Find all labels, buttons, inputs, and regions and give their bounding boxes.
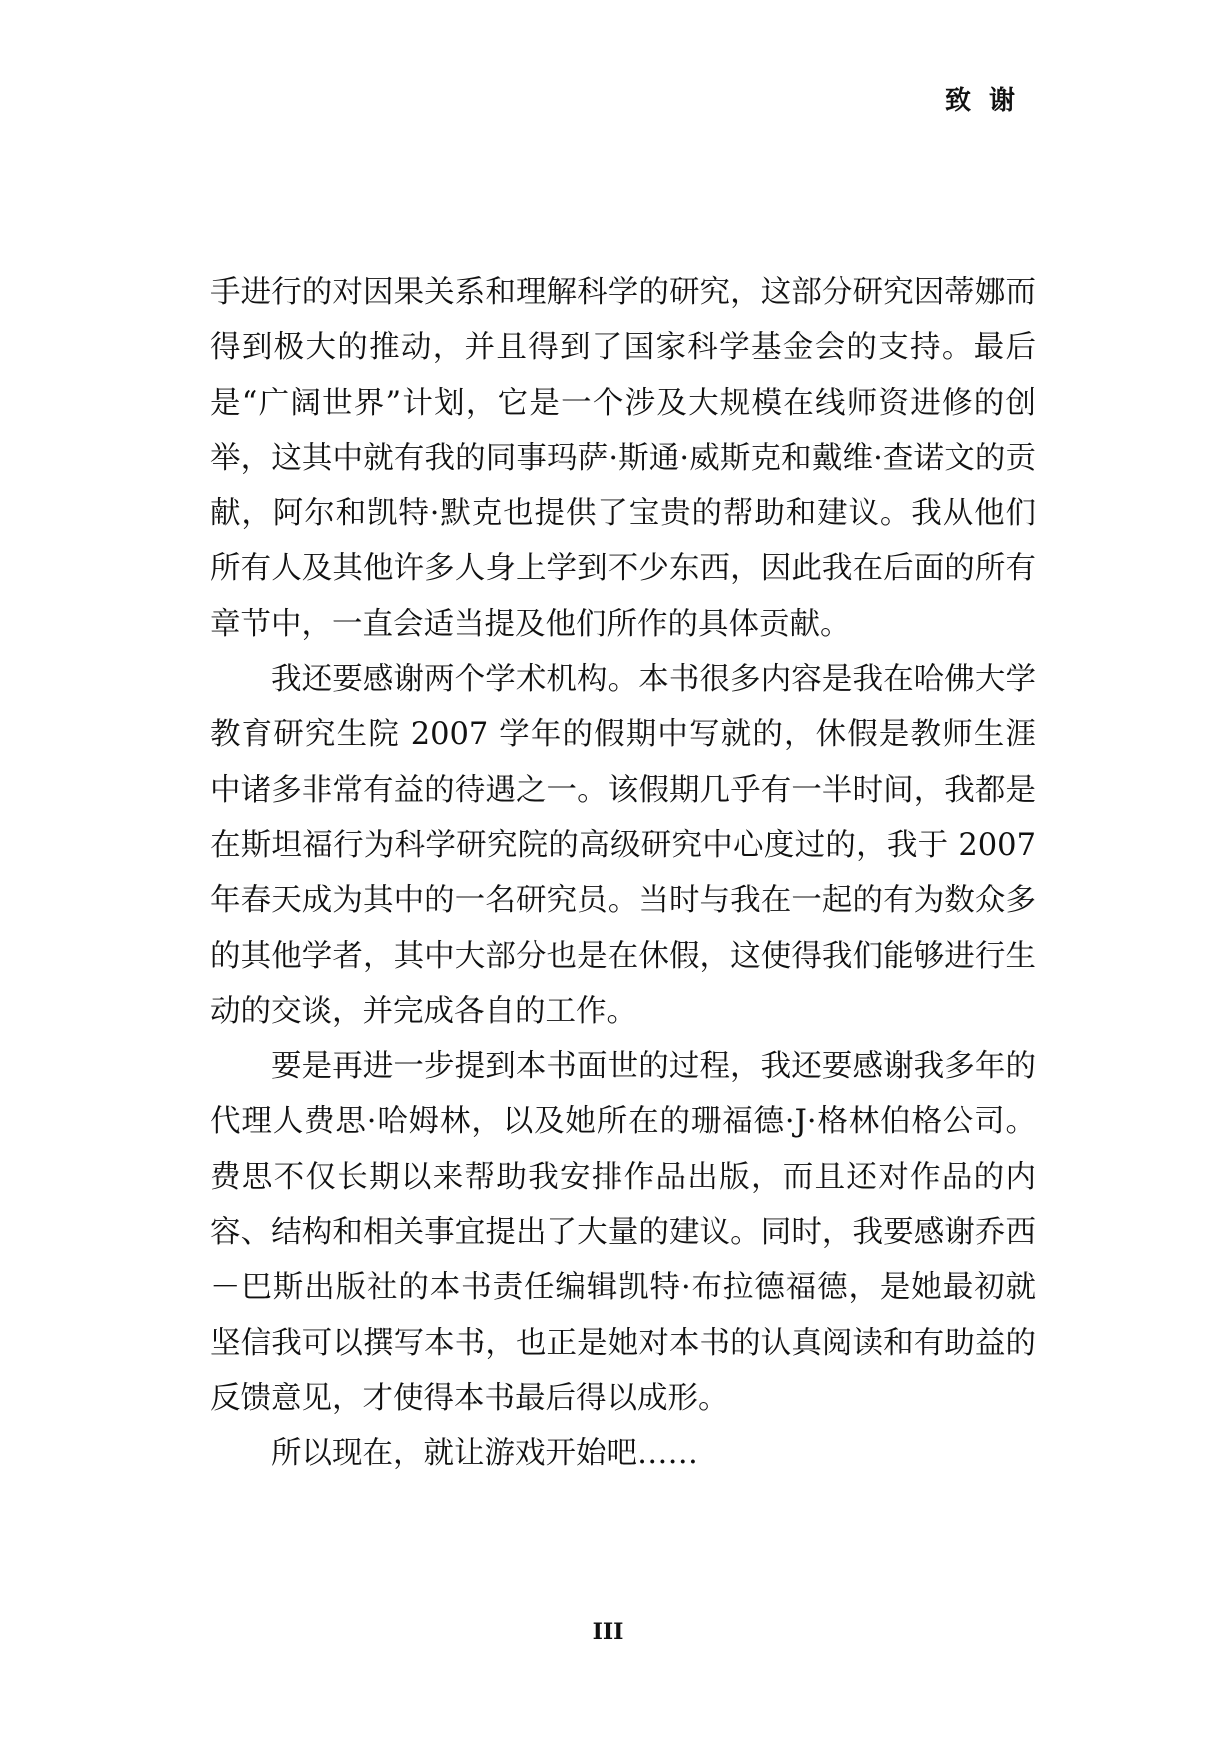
paragraph: 所以现在，就让游戏开始吧…… [271,1436,698,1472]
paragraph: 要是再进一步提到本书面世的过程，我还要感谢我多年的代理人费思·哈姆林，以及她所在的珊福德·J·格林伯格公司。费思不仅长期以来帮助我安排作品出版，而且还对作品的内容、结构和相关事宜提出了大量的建议。同时，我要感谢乔西－巴斯出版社的本书责任编辑凯特·布拉德福德，是她最初就坚信我可以撰写本书，也正是她对本书的认真阅读和有助益的反馈意见，才使得本书最后得以成形。 [210,1049,1036,1416]
paragraph: 手进行的对因果关系和理解科学的研究，这部分研究因蒂娜而得到极大的推动，并且得到了国家科学基金会的支持。最后是“广阔世界”计划，它是一个涉及大规模在线师资进修的创举，这其中就有我的同事玛萨·斯通·威斯克和戴维·查诺文的贡献，阿尔和凯特·默克也提供了宝贵的帮助和建议。我从他们所有人及其他许多人身上学到不少东西，因此我在后面的所有章节中，一直会适当提及他们所作的具体贡献。 [210,275,1036,642]
running-header: 致谢 [944,86,1033,116]
page-number: III [592,1619,624,1645]
paragraph: 我还要感谢两个学术机构。本书很多内容是我在哈佛大学教育研究生院 2007 学年的假期中写就的，休假是教师生涯中诸多非常有益的待遇之一。该假期几乎有一半时间，我都是在斯坦福行为科学研究院的高级研究中心度过的，我于 2007 年春天成为其中的一名研究员。当时与我在一起的有为数众多的其他学者，其中大部分也是在休假，这使得我们能够进行生动的交谈，并完成各自的工作。 [210,662,1036,1029]
body-text [210,265,1036,1482]
